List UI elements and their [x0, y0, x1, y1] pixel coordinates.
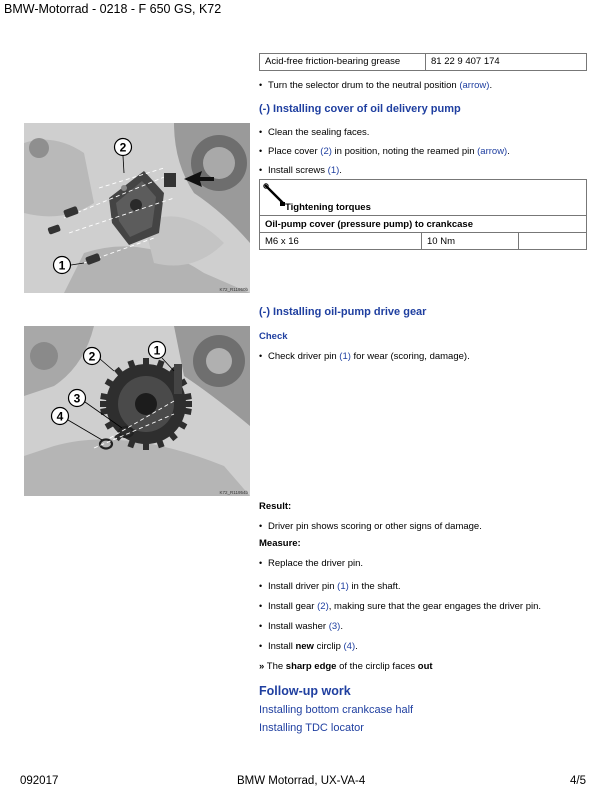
torque-heading: Oil-pump cover (pressure pump) to crankcase	[260, 216, 587, 233]
drive-gear-illustration	[24, 326, 250, 496]
followup-title: Follow-up work	[259, 684, 351, 698]
step-place-cover: • Place cover (2) in position, noting the reamed pin (arrow).	[259, 146, 510, 157]
step-check-pin: • Check driver pin (1) for wear (scoring, damage).	[259, 351, 470, 362]
callout-link-4[interactable]: (4)	[343, 641, 356, 652]
arrow-link[interactable]: (arrow)	[459, 80, 490, 91]
arrow-link[interactable]: (arrow)	[477, 146, 508, 157]
callout-link-1[interactable]: (1)	[327, 165, 340, 176]
callout-3: 3	[73, 391, 81, 406]
step-neutral: • Turn the selector drum to the neutral position (arrow).	[259, 80, 492, 91]
figure-drive-gear	[24, 326, 250, 496]
callout-link-1[interactable]: (1)	[339, 351, 351, 362]
torque-value: 10 Nm	[422, 233, 519, 250]
document-header: BMW-Motorrad - 0218 - F 650 GS, K72	[4, 2, 222, 16]
torque-title-cell	[260, 180, 587, 216]
callout-4: 4	[56, 409, 64, 424]
torque-table	[259, 179, 587, 250]
section-title-gear: (-) Installing oil-pump drive gear	[259, 306, 427, 318]
figure-oil-pump-cover	[24, 123, 250, 293]
step-install-screws: • Install screws (1).	[259, 165, 342, 176]
torque-empty-cell	[519, 233, 587, 250]
lubricant-table	[259, 53, 587, 71]
measure-text: • Replace the driver pin.	[259, 558, 363, 569]
result-text: • Driver pin shows scoring or other signs of damage.	[259, 521, 482, 532]
step-install-pin: • Install driver pin (1) in the shaft.	[259, 581, 401, 592]
footer-center: BMW Motorrad, UX-VA-4	[237, 775, 366, 787]
callout-link-3[interactable]: (3)	[328, 621, 341, 632]
torque-wrench-icon	[263, 182, 287, 208]
step-clean: • Clean the sealing faces.	[259, 127, 369, 138]
callout-2: 2	[119, 140, 127, 155]
link-bottom-crankcase[interactable]: Installing bottom crankcase half	[259, 704, 414, 716]
oil-pump-cover-illustration	[24, 123, 250, 293]
torque-title: Tightening torques	[285, 202, 371, 213]
link-tdc-locator[interactable]: Installing TDC locator	[259, 722, 364, 734]
callout-link-2[interactable]: (2)	[317, 601, 329, 612]
result-label: Result:	[259, 501, 292, 512]
note-marker-icon: »	[259, 661, 265, 672]
callout-2: 2	[88, 349, 96, 364]
footer-page: 4/5	[570, 775, 586, 787]
section-title-cover: (-) Installing cover of oil delivery pump	[259, 103, 461, 115]
callout-link-1[interactable]: (1)	[337, 581, 349, 592]
torque-size: M6 x 16	[260, 233, 422, 250]
figure-code: K72_R11954b	[219, 490, 248, 495]
measure-label: Measure:	[259, 538, 301, 549]
figure-code: K72_R11950b	[219, 287, 248, 292]
lubricant-part-number: 81 22 9 407 174	[426, 54, 587, 71]
lubricant-name: Acid-free friction-bearing grease	[260, 54, 426, 71]
callout-1: 1	[153, 343, 161, 358]
callout-1: 1	[58, 258, 66, 273]
step-install-circlip: • Install new circlip (4).	[259, 641, 358, 652]
note-circlip-edge: » The sharp edge of the circlip faces out	[259, 661, 433, 672]
callout-link-2[interactable]: (2)	[320, 146, 332, 157]
footer-date: 092017	[20, 775, 59, 787]
step-install-washer: • Install washer (3).	[259, 621, 343, 632]
step-install-gear: • Install gear (2), making sure that the gear engages the driver pin.	[259, 601, 541, 612]
check-label: Check	[259, 331, 288, 342]
